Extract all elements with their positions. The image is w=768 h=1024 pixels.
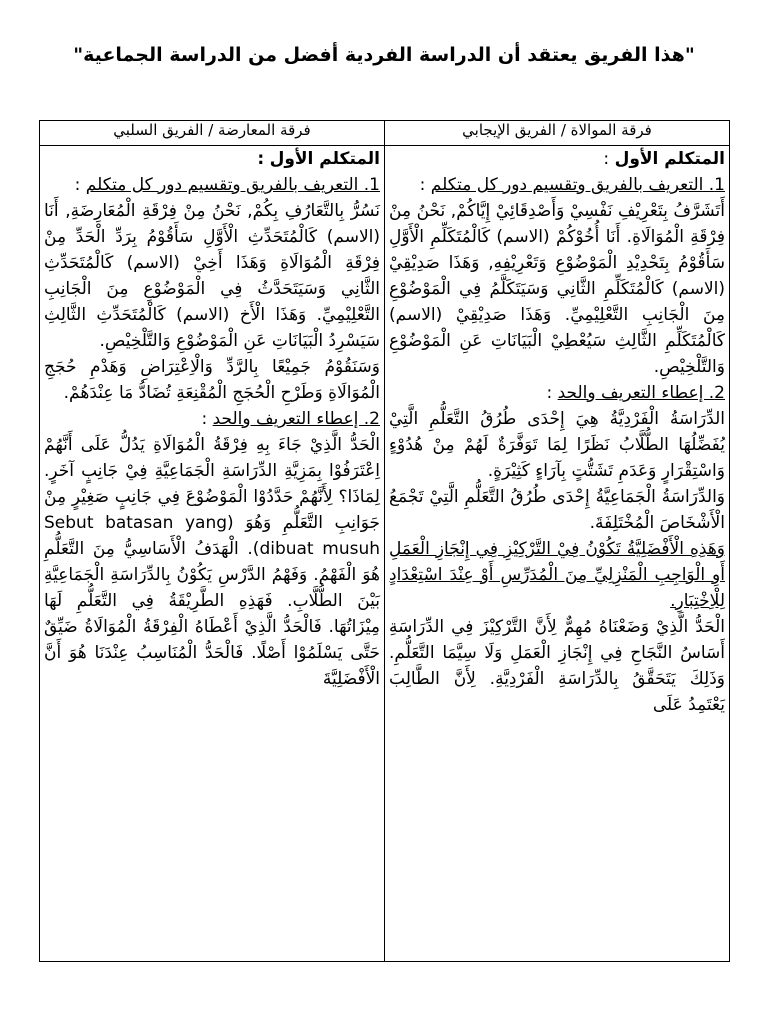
paragraph: الْحَدُّ الَّذِيْ وَضَعْنَاهُ مُهِمٌّ لِأَنَّ التَّرْكِيْزَ فِي الدِّرَاسَةِ أَسَاسُ النَّجَاحِ فِي إِنْجَازِ الْعَمَلِ وَلَا سِيَّمَا التَّعَلُّمِ. وَذَلِكَ يَتَحَقَّقُ بِالدِّرَاسَةِ الْفَرْدِيَّةِ. لِأَنَّ الطَّالِبَ يَعْتَمِدُ عَلَى <box>389 617 725 715</box>
section-heading: 1. التعريف بالفريق وتقسيم دور كل متكلم : <box>419 175 725 195</box>
negative-column <box>40 146 385 962</box>
paragraph: وَسَنَقُوْمُ جَمِيْعًا بِالرَّدِّ وَالْاِعْتِرَاضِ وَهَدْمِ حُجَجِ الْمُوَالَاةِ وَطَرْحِ الْحُجَجِ الْمُقْنِعَةِ تُضَادُّ مَا عِنْدَهُمْ. <box>44 357 380 403</box>
speaker-line <box>44 146 380 172</box>
section-heading: 1. التعريف بالفريق وتقسيم دور كل متكلم : <box>74 175 380 195</box>
paragraph: الْحَدُّ الَّذِيْ جَاءَ بِهِ فِرْقَةُ الْمُوَالَاةِ يَدُلُّ عَلَى أَنَّهُمْ اِعْتَرَفُوْا بِمَزِيَّةِ الدِّرَاسَةِ الْجَمَاعِيَّةِ فِيْ جَانِبٍ آخَرٍ. لِمَاذَا؟ لِأَنَّهُمْ حَدَّدُوْا الْمَوْضُوْعَ فِي جَانِبٍ صَغِيْرٍ مِنْ جَوَانِبِ التَّعَلُّمِ وَهُوَ (Sebut batasan yang dibuat musuh). الْهَدَفُ الْأَسَاسِيُّ مِنَ التَّعَلُّمِ هُوَ الْفَهْمُ. وَفَهْمُ الدَّرْسِ يَكُوْنُ بِالدِّرَاسَةِ الْجَمَاعِيَّةِ بَيْنَ الطُّلَّابِ. فَهَذِهِ الطَّرِيْقَةُ فِي التَّعَلُّمِ لَهَا مِيْزَاتُهَا. فَالْحَدُّ الَّذِيْ أَعْطَاهُ الْفِرْقَةُ الْمُوَالَاةُ ضَيِّقٌ حَتَّى يَسْلَمُوْا أَصْلًا. فَالْحَدُّ الْمُنَاسِبُ عِنْدَنَا هُوَ أَنَّ الْأَفْضَلِيَّةَ <box>44 435 380 689</box>
section-heading: 2. إعطاء التعريف والحد : <box>546 383 725 403</box>
speaker-colon: : <box>257 149 265 169</box>
affirmative-column <box>385 146 730 962</box>
paragraph: وَالدِّرَاسَةُ الْجَمَاعِيَّةُ إِحْدَى طُرُقُ التَّعَلُّمِ الَّتِيْ تَجْمَعُ الْأَشْخَاصَ الْمُخْتَلِفَةَ. <box>389 487 725 533</box>
table-header-row <box>40 121 730 146</box>
debate-table <box>39 120 730 962</box>
paragraph: أَتَشَرَّفُ بِتَعْرِيْفِ نَفْسِيْ وَأَصْدِقَائِيْ إِيَّاكُمْ, نَحْنُ مِنْ فِرْقَةِ الْمُوَالَاةِ. أَنَا أُخُوْكُمْ (الاسم) كَالْمُتَكَلِّمِ الْأَوَّلِ سَأَقُوْمُ بِتَحْدِيْدِ الْمَوْضُوْعِ وَتَعْرِيْفِهِ, وَهَذَا صَدِيْقِيْ (الاسم) كَالْمُتَكَلِّمِ الثَّانِي وَسَيَتَكَلَّمُ فِي الْمَوْضُوْعِ مِنَ الْجَانِبِ التَّعْلِيْمِيِّ. وَهَذَا صَدِيْقِيْ (الاسم) كَالْمُتَكَلِّمِ الثَّالِثِ سَيُعْطِيْ الْبَيَانَاتِ عَنِ الْمَوْضُوْعِ وَالتَّلْخِيْصِ. <box>389 201 725 377</box>
heading-text: 2. إعطاء التعريف والحد <box>212 409 380 429</box>
speaker-colon: : <box>603 149 610 169</box>
paragraph: نَسُرُّ بِالتَّعَارُفِ بِكُمْ, نَحْنُ مِنْ فِرْقَةِ الْمُعَارِضَةِ, أَنَا (الاسم) كَالْمُتَحَدِّثِ الْأَوَّلِ سَأَقُوْمُ بِرَدِّ الْحَدِّ مِنْ فِرْقَةِ الْمُوَالَاةِ وَهَذَا أَخِيْ (الاسم) كَالْمُتَحَدِّثِ الثَّانِي وَسَيَتَحَدَّثُ فِي الْمَوْضُوْعِ مِنَ الْجَانِبِ التَّعْلِيْمِيِّ. وَهَذَا الْأَخ (الاسم) كَالْمُتَحَدِّثِ الثَّالِثِ سَيَسْرِدُ الْبَيَانَاتِ عَنِ الْمَوْضُوْعِ وَالتَّلْخِيْصِ. <box>44 201 380 351</box>
speaker-label: المتكلم الأول <box>614 149 725 169</box>
paragraph: الدِّرَاسَةُ الْفَرْدِيَّةُ هِيَ إِحْدَى طُرُقُ التَّعَلُّمِ الَّتِيْ يُفَضِّلُهَا الطُّلَّابُ نَظَرًا لِمَا تَوَفَّرَةٌ لَهُمْ مِنْ هُدُوْءٍ وَاسْتِقْرَارٍ وَعَدَمِ تَشَتُّتٍ بِآرَاءٍ كَثِيْرَةٍ. <box>389 409 725 481</box>
document-title: "هذا الفريق يعتقد أن الدراسة الفردية أفضل من الدراسة الجماعية" <box>73 44 695 66</box>
section-heading: 2. إعطاء التعريف والحد : <box>201 409 380 429</box>
heading-text: 2. إعطاء التعريف والحد <box>557 383 725 403</box>
underlined-paragraph: وَهَذِهِ الْأَفْضَلِيَّةُ تَكُوْنُ فِيْ التَّرْكِيْزِ فِي إِنْجَازِ الْعَمَلِ أَوِ الْوَاجِبِ الْمَنْزِلِيِّ مِنَ الْمُدَرِّسِ أَوْ عِنْدَ اسْتِعْدَادٍ لِلْاِخْتِبَارِ. <box>389 539 725 611</box>
header-negative: فرقة المعارضة / الفريق السلبي <box>40 121 385 146</box>
speaker-label: المتكلم الأول <box>269 149 380 169</box>
heading-text: 1. التعريف بالفريق وتقسيم دور كل متكلم <box>85 175 380 195</box>
header-affirmative: فرقة الموالاة / الفريق الإيجابي <box>385 121 730 146</box>
speaker-line <box>389 146 725 172</box>
heading-text: 1. التعريف بالفريق وتقسيم دور كل متكلم <box>430 175 725 195</box>
table-body-row <box>40 146 730 962</box>
